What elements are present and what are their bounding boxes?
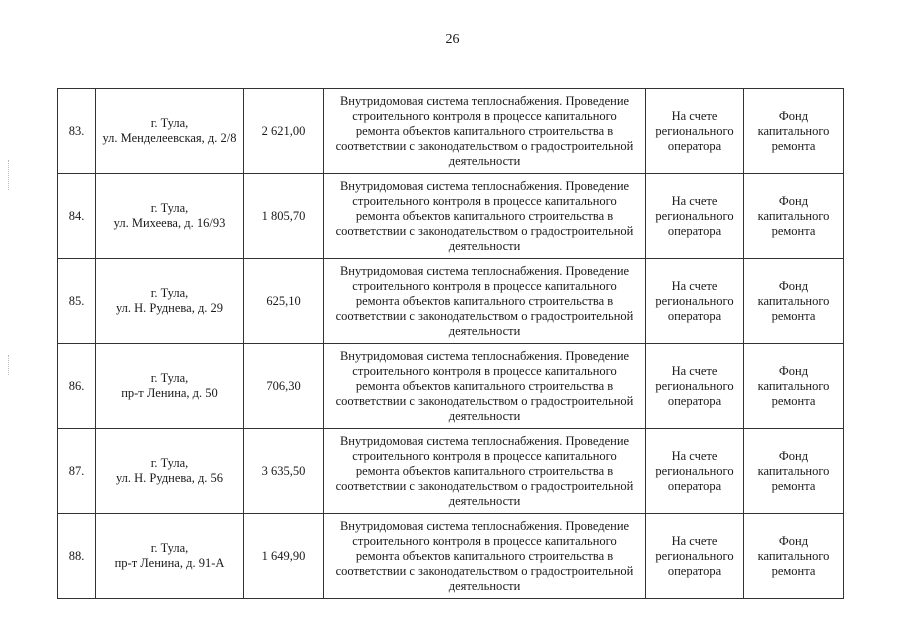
account-line: оператора [667, 223, 722, 238]
address-cell [96, 89, 244, 174]
work-description-line: ремонта объектов капитального строительства в [355, 208, 614, 223]
work-description-line: Внутридомовая система теплоснабжения. Проведение [339, 518, 630, 533]
account-line: регионального [655, 548, 734, 563]
funding-source-cell [744, 429, 844, 514]
account-line: На счете [671, 108, 718, 123]
funding-source-line: Фонд [778, 533, 809, 548]
cost-cell: 1 649,90 [244, 514, 324, 599]
funding-source-line: Фонд [778, 363, 809, 378]
work-description-line: Внутридомовая система теплоснабжения. Проведение [339, 263, 630, 278]
cost-cell: 2 621,00 [244, 89, 324, 174]
table-row [58, 344, 844, 429]
account-line: оператора [667, 308, 722, 323]
work-description-line: соответствии с законодательством о градостроительной [335, 563, 634, 578]
funding-source-line: ремонта [771, 223, 816, 238]
funding-source-line: капитального [757, 378, 830, 393]
account-line: оператора [667, 393, 722, 408]
funding-source-line: ремонта [771, 478, 816, 493]
work-description-cell [324, 174, 646, 259]
funding-source-line: Фонд [778, 108, 809, 123]
funding-source-line: капитального [757, 123, 830, 138]
row-number: 83. [58, 89, 96, 174]
funding-source-cell [744, 174, 844, 259]
account-line: На счете [671, 278, 718, 293]
work-description-line: деятельности [448, 153, 521, 168]
work-description-line: ремонта объектов капитального строительства в [355, 293, 614, 308]
funding-source-cell [744, 344, 844, 429]
work-description-line: ремонта объектов капитального строительства в [355, 548, 614, 563]
work-description-line: ремонта объектов капитального строительства в [355, 378, 614, 393]
row-number: 87. [58, 429, 96, 514]
account-line: регионального [655, 123, 734, 138]
address-line: г. Тула, [150, 286, 189, 300]
address-line: ул. Михеева, д. 16/93 [113, 216, 226, 230]
row-number: 88. [58, 514, 96, 599]
funding-source-line: ремонта [771, 308, 816, 323]
account-line: регионального [655, 293, 734, 308]
work-description-line: деятельности [448, 578, 521, 593]
funding-source-line: Фонд [778, 448, 809, 463]
funding-source-line: капитального [757, 463, 830, 478]
account-line: регионального [655, 463, 734, 478]
address-line: ул. Н. Руднева, д. 56 [115, 471, 224, 485]
funding-source-cell [744, 259, 844, 344]
work-description-line: деятельности [448, 408, 521, 423]
account-line: На счете [671, 193, 718, 208]
funding-source-line: ремонта [771, 138, 816, 153]
account-line: оператора [667, 563, 722, 578]
work-description-line: деятельности [448, 323, 521, 338]
address-line: ул. Менделеевская, д. 2/8 [102, 131, 237, 145]
work-description-line: Внутридомовая система теплоснабжения. Проведение [339, 433, 630, 448]
page-number: 26 [445, 32, 460, 47]
account-line: оператора [667, 478, 722, 493]
address-line: г. Тула, [150, 201, 189, 215]
address-line: г. Тула, [150, 116, 189, 130]
funding-source-line: капитального [757, 208, 830, 223]
funding-source-cell [744, 89, 844, 174]
work-description-line: строительного контроля в процессе капитального [352, 193, 617, 208]
work-description-line: соответствии с законодательством о градостроительной [335, 393, 634, 408]
work-description-cell [324, 259, 646, 344]
table-row [58, 429, 844, 514]
work-description-line: ремонта объектов капитального строительства в [355, 123, 614, 138]
work-description-line: ремонта объектов капитального строительства в [355, 463, 614, 478]
account-cell [646, 514, 744, 599]
account-line: На счете [671, 448, 718, 463]
address-cell [96, 514, 244, 599]
address-line: пр-т Ленина, д. 91-А [114, 556, 225, 570]
scan-edge-mark [8, 160, 10, 190]
cost-cell: 1 805,70 [244, 174, 324, 259]
row-number: 85. [58, 259, 96, 344]
funding-source-line: капитального [757, 548, 830, 563]
row-number: 86. [58, 344, 96, 429]
address-cell [96, 259, 244, 344]
table-row [58, 259, 844, 344]
work-description-line: соответствии с законодательством о градостроительной [335, 478, 634, 493]
address-cell [96, 429, 244, 514]
account-cell [646, 89, 744, 174]
table-row [58, 514, 844, 599]
work-description-line: соответствии с законодательством о градостроительной [335, 223, 634, 238]
work-description-line: соответствии с законодательством о градостроительной [335, 308, 634, 323]
work-description-line: Внутридомовая система теплоснабжения. Проведение [339, 348, 630, 363]
funding-source-line: Фонд [778, 278, 809, 293]
scan-edge-mark [8, 355, 10, 375]
work-description-line: строительного контроля в процессе капитального [352, 108, 617, 123]
address-line: пр-т Ленина, д. 50 [121, 386, 218, 400]
funding-source-line: капитального [757, 293, 830, 308]
work-description-line: деятельности [448, 493, 521, 508]
work-description-line: строительного контроля в процессе капитального [352, 278, 617, 293]
account-line: оператора [667, 138, 722, 153]
account-line: На счете [671, 533, 718, 548]
work-description-cell [324, 514, 646, 599]
work-description-cell [324, 429, 646, 514]
funding-source-line: Фонд [778, 193, 809, 208]
account-line: На счете [671, 363, 718, 378]
address-line: г. Тула, [150, 541, 189, 555]
work-description-line: Внутридомовая система теплоснабжения. Проведение [339, 93, 630, 108]
cost-cell: 625,10 [244, 259, 324, 344]
address-cell [96, 174, 244, 259]
funding-source-line: ремонта [771, 393, 816, 408]
address-line: г. Тула, [150, 371, 189, 385]
row-number: 84. [58, 174, 96, 259]
cost-cell: 3 635,50 [244, 429, 324, 514]
funding-source-cell [744, 514, 844, 599]
account-cell [646, 259, 744, 344]
account-line: регионального [655, 208, 734, 223]
table-row [58, 174, 844, 259]
funding-source-line: ремонта [771, 563, 816, 578]
work-description-line: строительного контроля в процессе капитального [352, 363, 617, 378]
account-cell [646, 344, 744, 429]
work-description-line: деятельности [448, 238, 521, 253]
work-description-cell [324, 344, 646, 429]
work-description-cell [324, 89, 646, 174]
work-description-line: Внутридомовая система теплоснабжения. Проведение [339, 178, 630, 193]
work-description-line: строительного контроля в процессе капитального [352, 448, 617, 463]
work-description-line: строительного контроля в процессе капитального [352, 533, 617, 548]
address-line: ул. Н. Руднева, д. 29 [115, 301, 224, 315]
account-cell [646, 429, 744, 514]
table-body [58, 89, 844, 599]
account-line: регионального [655, 378, 734, 393]
work-description-line: соответствии с законодательством о градостроительной [335, 138, 634, 153]
repair-works-table [57, 88, 844, 599]
cost-cell: 706,30 [244, 344, 324, 429]
address-cell [96, 344, 244, 429]
table-row [58, 89, 844, 174]
address-line: г. Тула, [150, 456, 189, 470]
account-cell [646, 174, 744, 259]
